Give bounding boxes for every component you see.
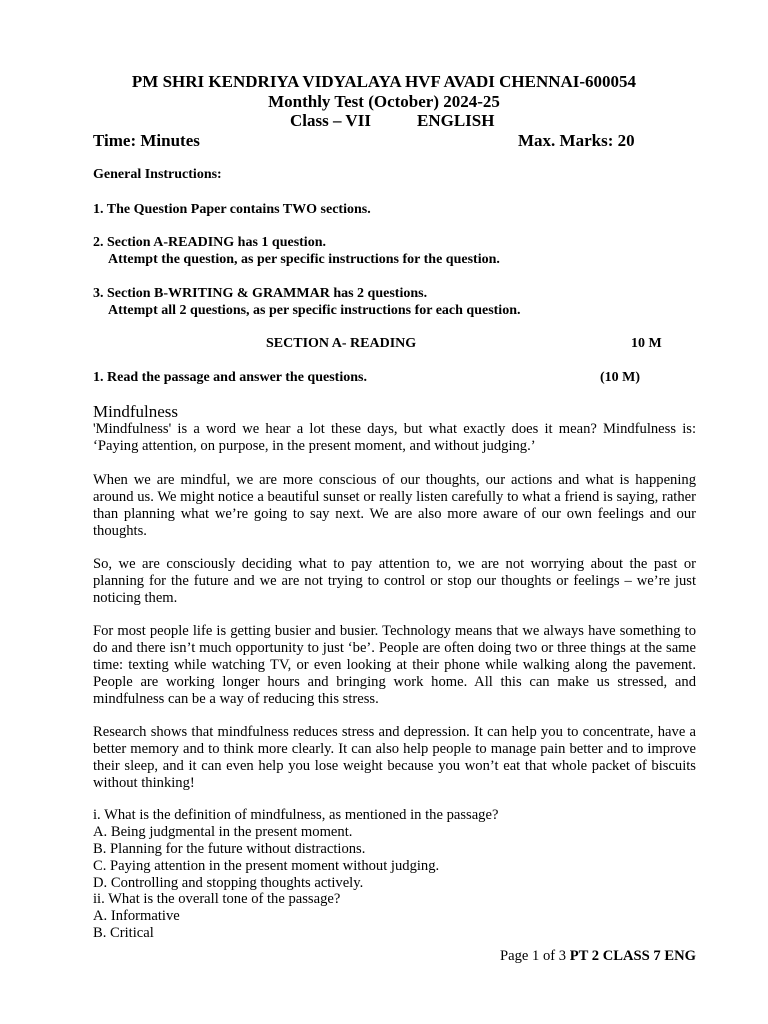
option-line: B. Critical bbox=[93, 925, 154, 941]
instructions-heading: General Instructions: bbox=[93, 167, 222, 182]
question-1-marks: (10 M) bbox=[600, 370, 641, 385]
page-number: Page 1 of 3 bbox=[500, 948, 567, 964]
page-footer bbox=[500, 948, 696, 965]
option-line: A. Being judgmental in the present moment. bbox=[93, 824, 353, 840]
test-title: Monthly Test (October) 2024-25 bbox=[268, 92, 500, 111]
passage-paragraph: When we are mindful, we are more conscious of our thoughts, our actions and what is happening around us. We might notice a beautiful sunset or really listen carefully to what a friend is saying, rather than planning what we’re going to say next. We are also more aware of our own feelings and our thoughts. bbox=[93, 472, 696, 539]
time-label: Time: Minutes bbox=[93, 131, 200, 150]
option-line: C. Paying attention in the present moment without judging. bbox=[93, 858, 440, 874]
instruction-3-detail: Attempt all 2 questions, as per specific instructions for each question. bbox=[108, 303, 521, 318]
passage-paragraph: So, we are consciously deciding what to pay attention to, we are not worrying about the past or planning for the future and we are not trying to control or stop our thoughts or feelings – we’re just noticing them. bbox=[93, 556, 696, 606]
option-line: B. Planning for the future without distractions. bbox=[93, 841, 366, 857]
passage-paragraph: For most people life is getting busier and busier. Technology means that we always have something to do and there isn’t much opportunity to just ‘be’. People are often doing two or three things at the same time: texting while watching TV, or even looking at their phone while walking along the pavement. People are working longer hours and bringing work home. All this can make us stressed, and mindfulness can be a way of reducing this stress. bbox=[93, 623, 696, 707]
passage-title: Mindfulness bbox=[93, 402, 178, 421]
passage-paragraph: 'Mindfulness' is a word we hear a lot these days, but what exactly does it mean? Mindfulness is: ‘Paying attention, on purpose, in the present moment, and without judging.’ bbox=[93, 421, 696, 454]
instruction-1: 1. The Question Paper contains TWO sections. bbox=[93, 202, 371, 217]
option-line: A. Informative bbox=[93, 908, 180, 924]
question-line: i. What is the definition of mindfulness, as mentioned in the passage? bbox=[93, 807, 499, 823]
class-label: Class – VII bbox=[290, 111, 371, 130]
section-a-marks: 10 M bbox=[631, 336, 662, 351]
school-name: PM SHRI KENDRIYA VIDYALAYA HVF AVADI CHENNAI-600054 bbox=[131, 72, 637, 91]
passage-paragraph: Research shows that mindfulness reduces stress and depression. It can help you to concentrate, have a better memory and to think more clearly. It can also help people to manage pain better and to improve their sleep, and it can even help you lose weight because you won’t eat that whole packet of biscuits without thinking! bbox=[93, 724, 696, 791]
section-a-title: SECTION A- READING bbox=[266, 336, 417, 351]
instruction-2-detail: Attempt the question, as per specific instructions for the question. bbox=[108, 252, 500, 267]
option-line: D. Controlling and stopping thoughts actively. bbox=[93, 875, 364, 891]
question-line: ii. What is the overall tone of the passage? bbox=[93, 891, 341, 907]
subject-label: ENGLISH bbox=[417, 111, 495, 130]
instruction-2: 2. Section A-READING has 1 question. bbox=[93, 235, 326, 250]
question-1-prompt: 1. Read the passage and answer the questions. bbox=[93, 370, 367, 385]
max-marks-label: Max. Marks: 20 bbox=[518, 131, 635, 150]
instruction-3: 3. Section B-WRITING & GRAMMAR has 2 questions. bbox=[93, 286, 428, 301]
footer-doc-label: PT 2 CLASS 7 ENG bbox=[569, 948, 696, 964]
